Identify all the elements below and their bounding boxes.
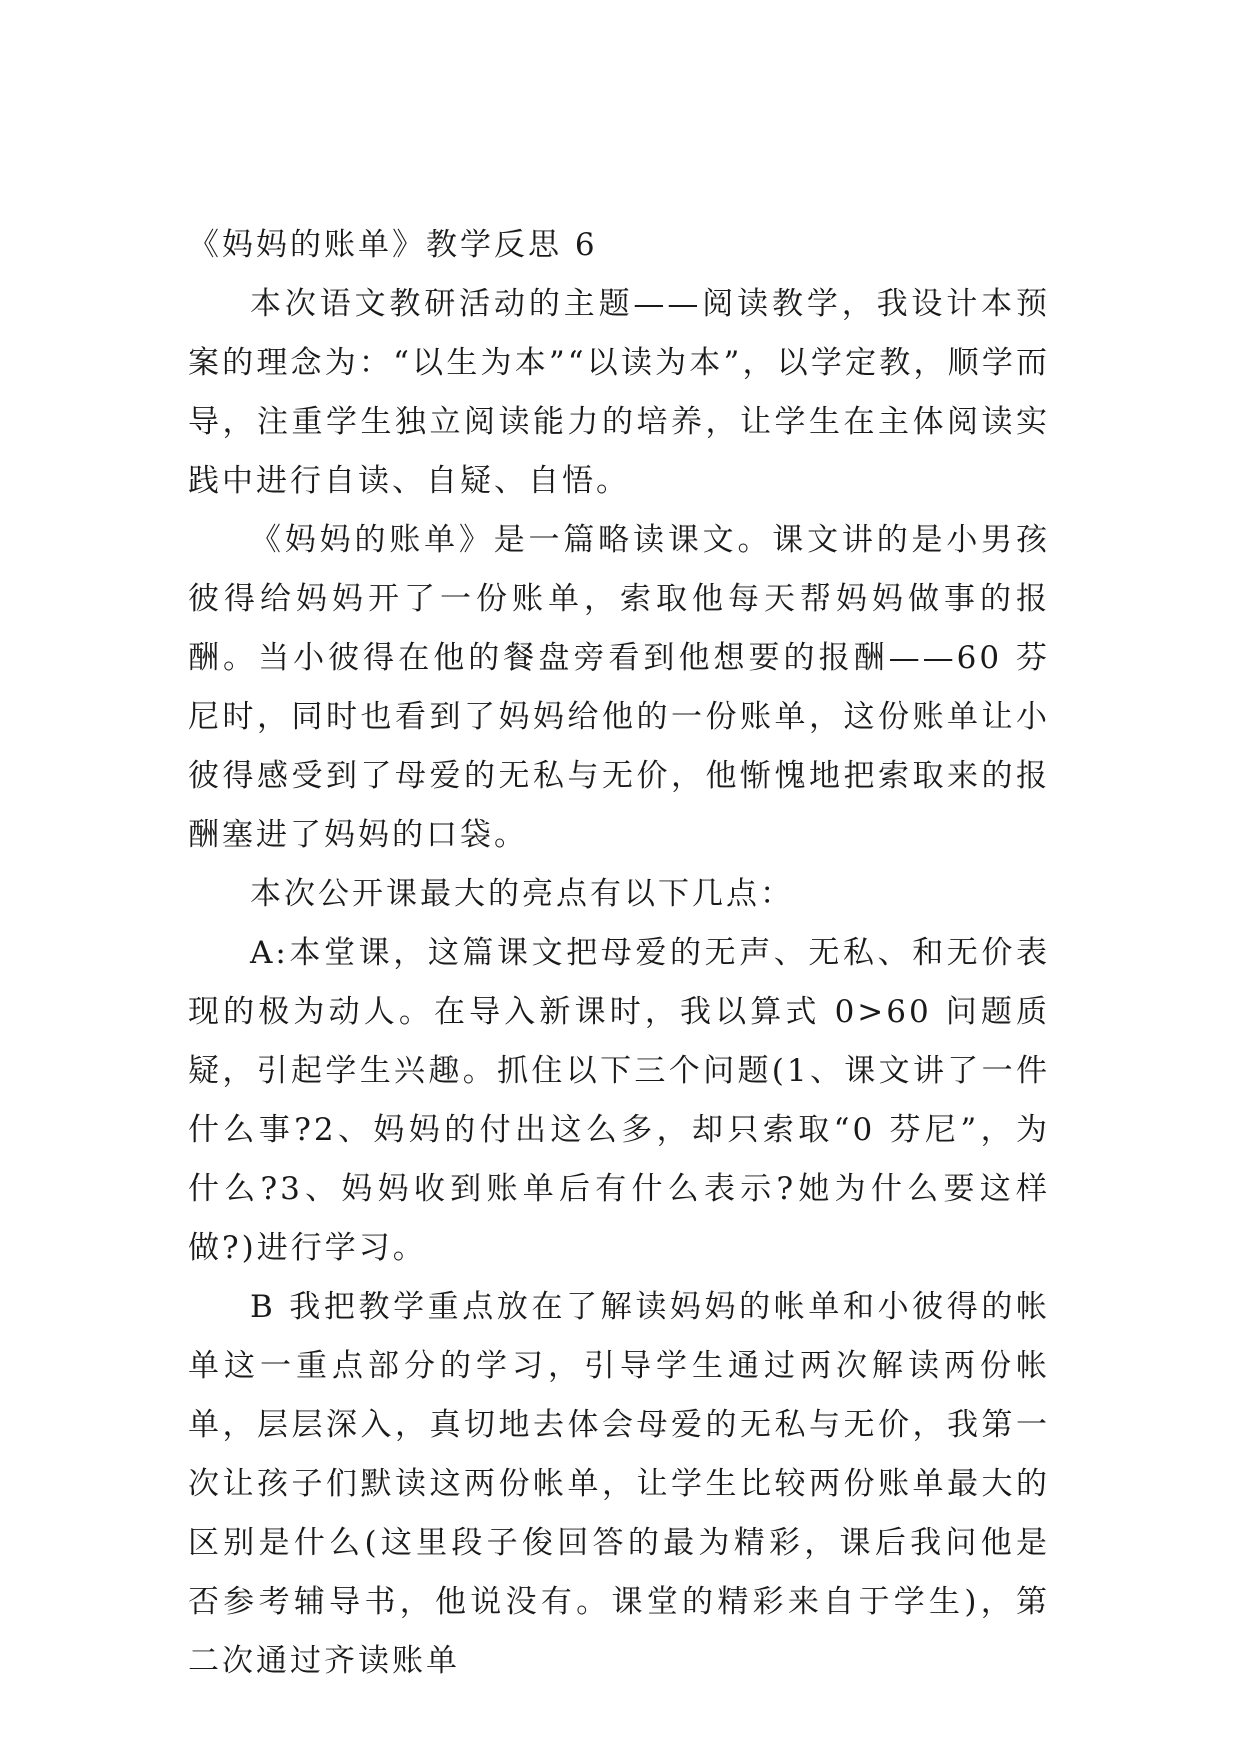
document-body — [188, 216, 1050, 1691]
paragraph-summary: 《妈妈的账单》是一篇略读课文。课文讲的是小男孩彼得给妈妈开了一份账单，索取他每天帮妈妈做事的报酬。当小彼得在他的餐盘旁看到他想要的报酬——60 芬尼时，同时也看到了妈妈给他的一份账单，这份账单让小彼得感受到了母爱的无私与无价，他惭愧地把索取来的报酬塞进了妈妈的口袋。 — [188, 522, 1050, 853]
paragraph-point-a: A:本堂课，这篇课文把母爱的无声、无私、和无价表现的极为动人。在导入新课时，我以算式 0>60 问题质疑，引起学生兴趣。抓住以下三个问题(1、课文讲了一件什么事?2、妈妈的付出这么多，却只索取“0 芬尼”，为什么?3、妈妈收到账单后有什么表示?她为什么要这样做?)进行学习。 — [188, 935, 1050, 1266]
paragraph-point-b: B 我把教学重点放在了解读妈妈的帐单和小彼得的帐单这一重点部分的学习，引导学生通过两次解读两份帐单，层层深入，真切地去体会母爱的无私与无价，我第一次让孩子们默读这两份帐单，让学生比较两份账单最大的区别是什么(这里段子俊回答的最为精彩，课后我问他是否参考辅导书，他说没有。课堂的精彩来自于学生)，第二次通过齐读账单 — [188, 1289, 1050, 1679]
document-title: 《妈妈的账单》教学反思 6 — [188, 227, 598, 263]
paragraph-theme: 本次语文教研活动的主题——阅读教学，我设计本预案的理念为：“以生为本”“以读为本”，以学定教，顺学而导，注重学生独立阅读能力的培养，让学生在主体阅读实践中进行自读、自疑、自悟。 — [188, 286, 1050, 499]
paragraph-highlights-intro: 本次公开课最大的亮点有以下几点： — [250, 876, 794, 912]
